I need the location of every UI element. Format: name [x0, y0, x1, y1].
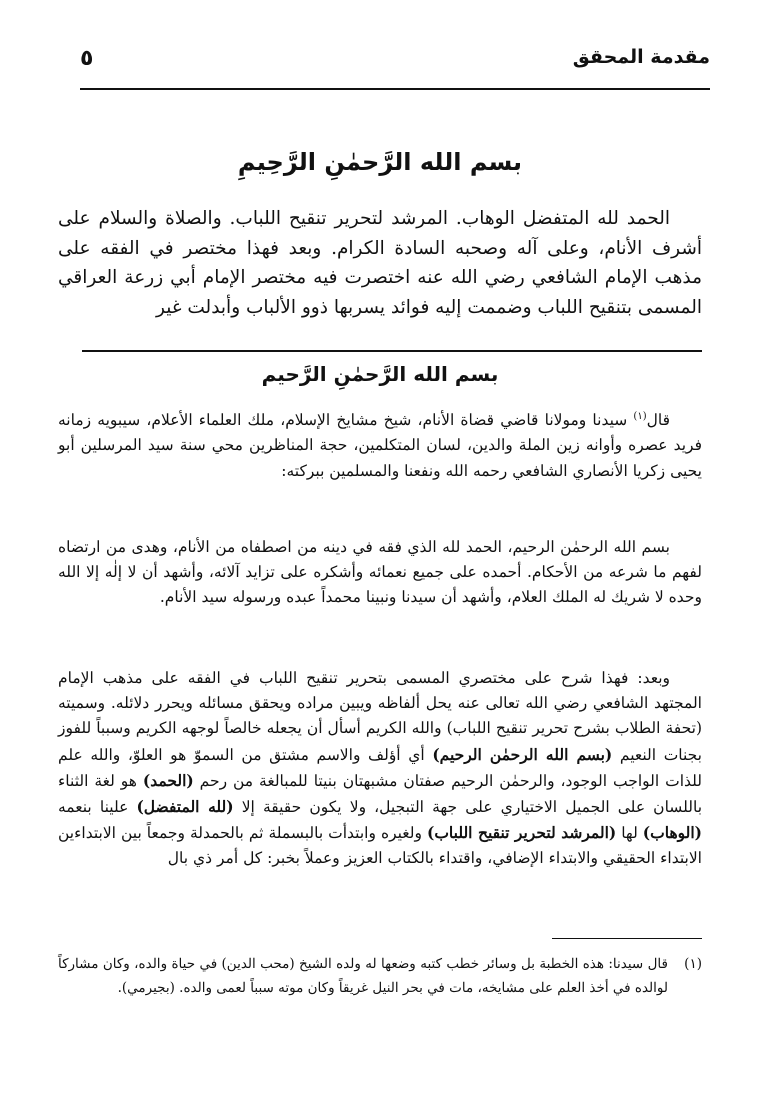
matn-text-block [58, 204, 702, 322]
section-divider [82, 350, 702, 352]
paragraph-text: وبعد: فهذا شرح على مختصري المسمى بتحرير تنقيح اللباب في الفقه على مذهب الإمام المجتهد الشافعي رضي الله تعالى عنه يحل ألفاظه ويبين مراده ويحقق مسائله ويحرر دلائله. وسميته (تحفة الطلاب بشرح تحرير تنقيح اللباب) والله الكريم أسأل أن يجعله خالصاً لوجهه الكريم وسبباً للفوز بجنات النعيم [58, 669, 702, 764]
commentary-paragraph-1 [58, 404, 702, 484]
footnote-separator [552, 938, 702, 939]
running-title: مقدمة المحقق [572, 46, 710, 68]
footnote [58, 952, 702, 1000]
quoted-matn-term: (المرشد لتحرير تنقيح اللباب) [427, 823, 617, 843]
footnote-text: قال سيدنا: هذه الخطبة بل وسائر خطب كتبه وضعها له ولده الشيخ (محب الدين) في حياة والده، وكان مشاركاً لوالده في أخذ العلم على مشايخه، مات في بحر النيل غريقاً وكان موته سبباً لعمى والده. (بجيرمي). [58, 956, 668, 996]
paragraph-text: هو لغة الثناء باللسان على الجميل الاختياري على جهة التبجيل، ولا يكون حقيقة إلا [58, 771, 703, 817]
quoted-matn-term: (الوهاب) [642, 823, 702, 843]
quoted-matn-term: (لله المتفضل) [136, 797, 234, 817]
paragraph-text: أي أؤلف والاسم مشتق من السموّ هو العلوّ، والله علم للذات الواجب الوجود، والرحمٰن الرحيم صفتان مشبهتان بنيتا للمبالغة من رحم [58, 745, 703, 790]
matn-paragraph: الحمد لله المتفضل الوهاب. المرشد لتحرير تنقيح اللباب. والصلاة والسلام على أشرف الأنام، وعلى آله وصحبه السادة الكرام. وبعد فهذا مختصر في الفقه على مذهب الإمام الشافعي رضي الله عنه اختصرت فيه مختصر الإمام أبي زرعة العراقي المسمى بتنقيح اللباب وضممت إليه فوائد يسربها ذوو الألباب وأبدلت غير [58, 208, 702, 318]
paragraph-text: علينا بنعمه [58, 798, 137, 817]
paragraph-text: بسم الله الرحمٰن الرحيم، الحمد لله الذي فقه في دينه من اصطفاه من الأنام، وهدى من ارتضاه لفهم ما شرعه من الأحكام. أحمده على جميع نعمائه وأشكره على تزايد آلائه، وأشهد أن لا إلٰه إلا الله وحده لا شريك له الملك العلام، وأشهد أن سيدنا ونبينا محمداً عبده ورسوله سيد الأنام. [58, 538, 702, 607]
paragraph-text: لها [616, 824, 643, 843]
page-number: ٥ [80, 46, 94, 71]
paragraph-text: ولغيره وابتدأت بالبسملة ثم بالحمدلة وجمعاً بين الابتداءين الابتداء الحقيقي والابتداء الإضافي، واقتداء بالكتاب العزيز وعملاً بخبر: كل أمر ذي بال [58, 824, 702, 868]
footnote-marker: (١) [684, 956, 702, 972]
commentary-paragraph-3 [58, 666, 702, 872]
header-rule [80, 88, 710, 90]
commentary-paragraph-2 [58, 535, 702, 611]
quoted-matn-term: (الحمد) [142, 770, 194, 790]
basmala-heading-matn: بسم الله الرَّحمٰنِ الرَّحِيمِ [237, 148, 523, 176]
running-head [80, 46, 710, 86]
footnote-reference[interactable]: (١) [633, 411, 647, 422]
basmala-heading-commentary: بسم الله الرَّحمٰنِ الرَّحيم [261, 362, 499, 386]
quoted-matn-term: (بسم الله الرحمٰن الرحيم) [432, 744, 613, 764]
paragraph-text: سيدنا ومولانا قاضي قضاة الأنام، شيخ مشايخ الإسلام، ملك العلماء الأعلام، سيبويه زمانه فريد عصره وأوانه زين الملة والدين، لسان المتكلمين، حجة المناظرين محي سنة سيد المرسلين أبو يحيى زكريا الأنصاري الشافعي رحمه الله ونفعنا والمسلمين ببركته: [58, 411, 702, 480]
paragraph-lead: قال [646, 411, 670, 430]
